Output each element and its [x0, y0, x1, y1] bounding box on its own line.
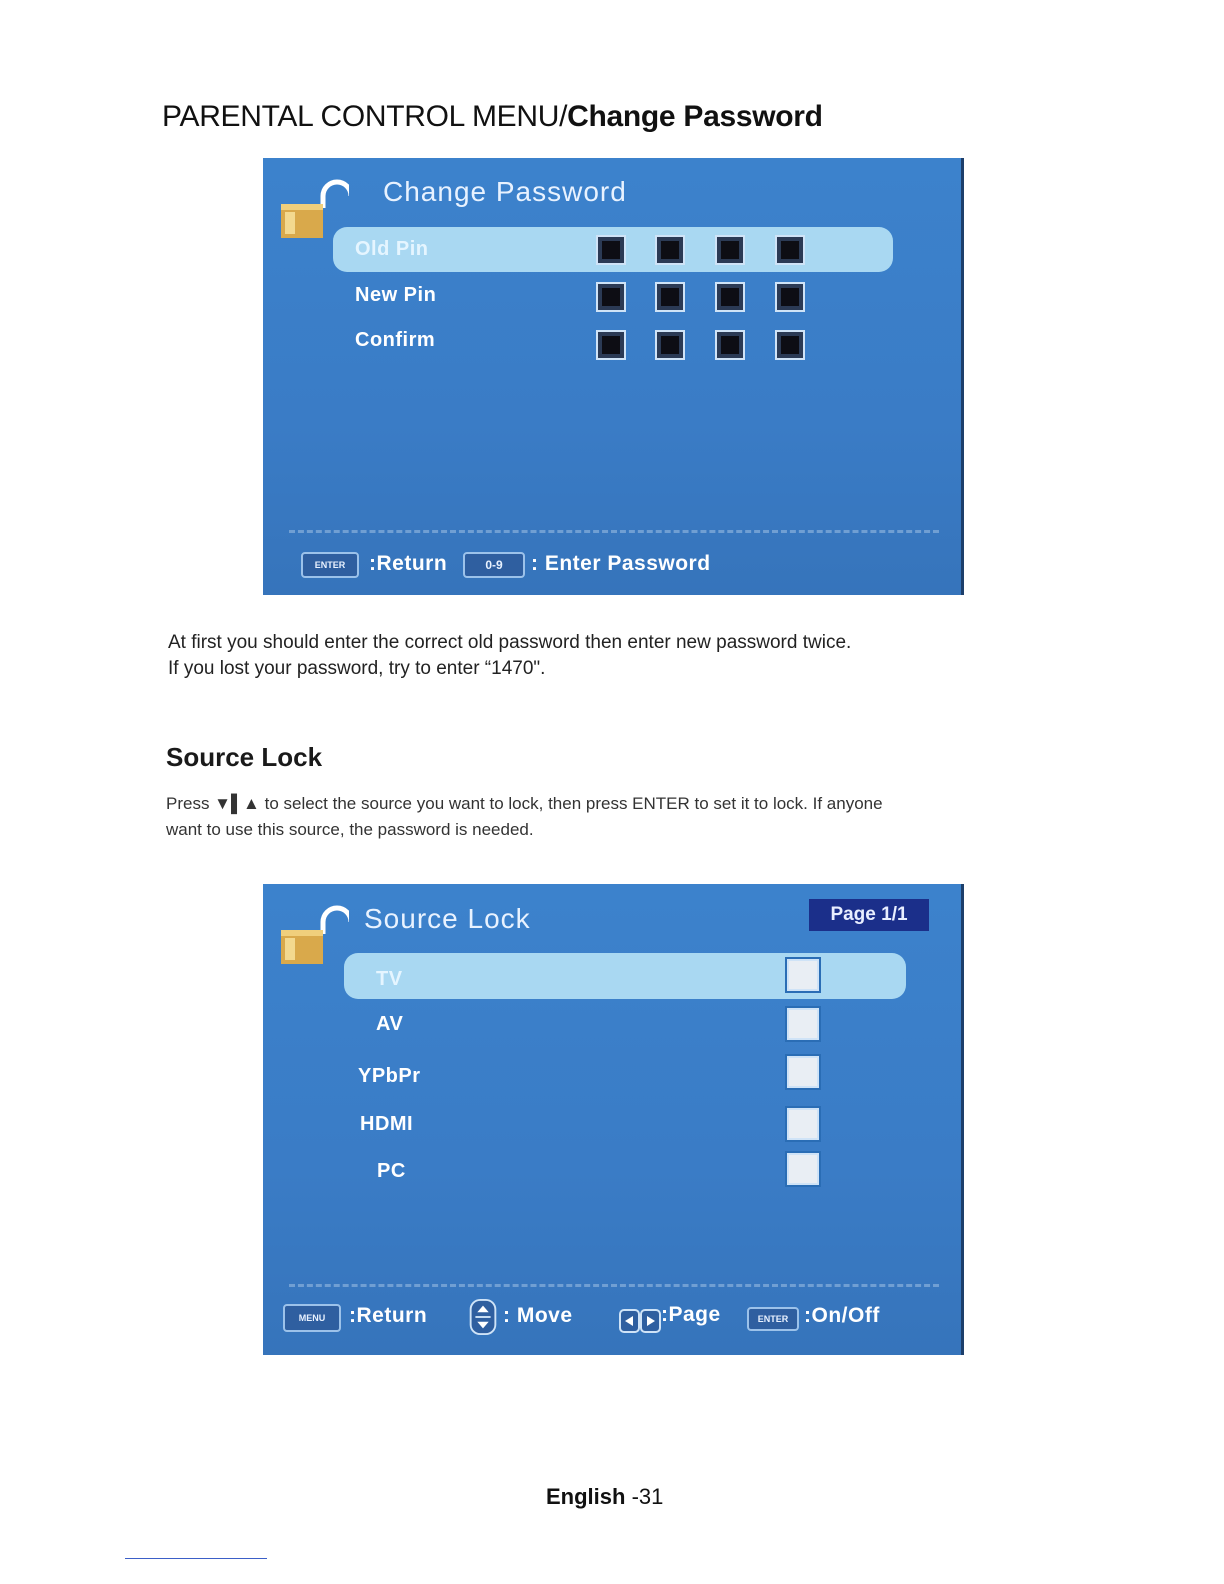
- onoff-hint: :On/Off: [804, 1304, 880, 1327]
- source-lock-screen: [263, 884, 964, 1355]
- left-right-icon: [618, 1307, 662, 1335]
- source-lock-desc-1: Press ▼▌▲ to select the source you want to lock, then press ENTER to set it to lock. If anyone: [166, 794, 883, 813]
- footer-language: English: [546, 1484, 626, 1509]
- source-av-label[interactable]: AV: [376, 1013, 404, 1035]
- old-pin-label[interactable]: Old Pin: [355, 238, 429, 260]
- source-ypbpr-label[interactable]: YPbPr: [358, 1065, 421, 1087]
- old-pin-digit-1[interactable]: [596, 235, 626, 265]
- new-pin-digit-4[interactable]: [775, 282, 805, 312]
- source-pc-label[interactable]: PC: [377, 1160, 406, 1182]
- selected-row-highlight: [344, 953, 906, 999]
- divider: [289, 530, 939, 533]
- av-lock-checkbox[interactable]: [785, 1006, 821, 1042]
- osd-title: Change Password: [383, 176, 627, 207]
- menu-key-icon: MENU: [283, 1304, 341, 1332]
- confirm-pin-digit-4[interactable]: [775, 330, 805, 360]
- confirm-pin-digit-1[interactable]: [596, 330, 626, 360]
- osd-title: Source Lock: [364, 903, 531, 934]
- enter-password-hint: : Enter Password: [531, 552, 711, 575]
- return-hint: :Return: [369, 552, 448, 575]
- heading-part2: Change Password: [567, 100, 823, 133]
- change-password-screen: [263, 158, 964, 595]
- page-footer: [546, 1484, 663, 1510]
- new-pin-digit-3[interactable]: [715, 282, 745, 312]
- padlock-icon: [277, 900, 349, 970]
- footer-page-number: -31: [625, 1484, 664, 1509]
- pc-lock-checkbox[interactable]: [785, 1151, 821, 1187]
- new-pin-label[interactable]: New Pin: [355, 284, 437, 306]
- source-lock-desc-2: want to use this source, the password is needed.: [166, 820, 534, 839]
- new-pin-digit-2[interactable]: [655, 282, 685, 312]
- tv-lock-checkbox[interactable]: [785, 957, 821, 993]
- enter-key-icon: ENTER: [301, 552, 359, 578]
- enter-key-icon: ENTER: [747, 1307, 799, 1331]
- footnote-rule: [125, 1558, 267, 1559]
- old-pin-digit-4[interactable]: [775, 235, 805, 265]
- divider: [289, 1284, 939, 1287]
- confirm-label[interactable]: Confirm: [355, 329, 436, 351]
- new-pin-digit-1[interactable]: [596, 282, 626, 312]
- source-tv-label[interactable]: TV: [376, 968, 403, 990]
- move-hint: : Move: [503, 1304, 573, 1327]
- up-down-icon: [468, 1298, 498, 1336]
- return-hint: :Return: [349, 1304, 428, 1327]
- page-heading: [162, 100, 823, 134]
- old-pin-digit-3[interactable]: [715, 235, 745, 265]
- digits-key-icon: 0-9: [463, 552, 525, 578]
- heading-part1: PARENTAL CONTROL MENU/: [162, 100, 568, 133]
- hdmi-lock-checkbox[interactable]: [785, 1106, 821, 1142]
- intro-line-1: At first you should enter the correct old password then enter new password twice.: [168, 632, 852, 653]
- confirm-pin-digit-2[interactable]: [655, 330, 685, 360]
- old-pin-digit-2[interactable]: [655, 235, 685, 265]
- intro-line-2: If you lost your password, try to enter “1470".: [168, 658, 546, 679]
- page-hint: :Page: [661, 1303, 721, 1326]
- source-hdmi-label[interactable]: HDMI: [360, 1113, 414, 1135]
- source-lock-heading: Source Lock: [166, 742, 323, 772]
- confirm-pin-digit-3[interactable]: [715, 330, 745, 360]
- page-indicator: Page 1/1: [809, 899, 929, 931]
- ypbpr-lock-checkbox[interactable]: [785, 1054, 821, 1090]
